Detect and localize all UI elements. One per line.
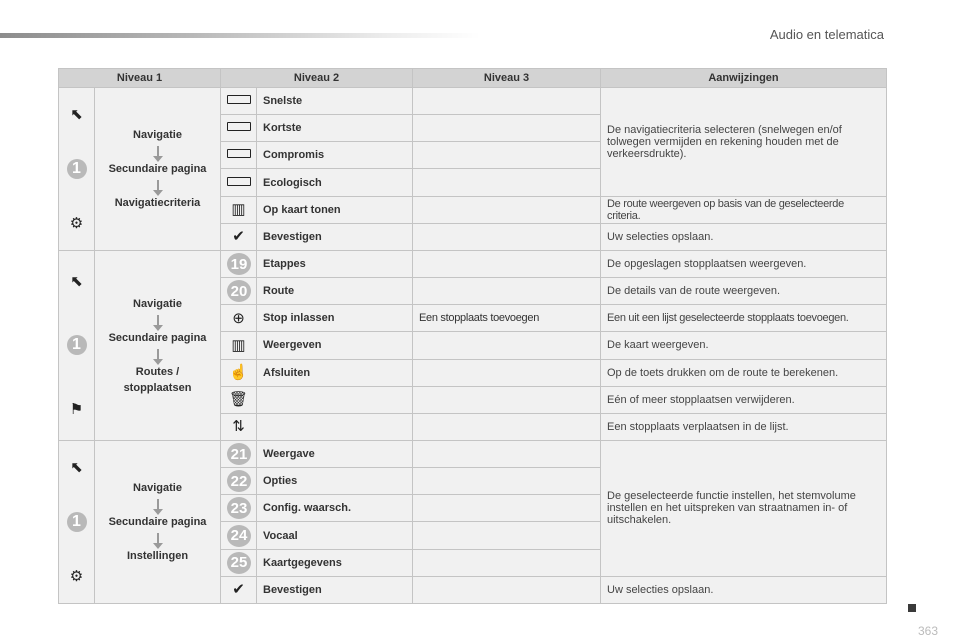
bar-icon — [227, 122, 251, 131]
level2-label: Weergave — [257, 441, 413, 468]
note-cell: De opgeslagen stopplaatsen weergeven. — [601, 251, 887, 278]
level2-icon-cell — [221, 576, 257, 603]
navigation-arrow-icon: ⬉ — [70, 458, 83, 476]
reference-badge: 19 — [227, 253, 251, 275]
table-row — [59, 441, 887, 468]
bar-icon — [227, 177, 251, 186]
down-arrow-icon — [157, 180, 159, 192]
nav-path-label: Routes / — [135, 365, 180, 378]
level2-label — [257, 386, 413, 413]
level2-icon-cell — [221, 305, 257, 332]
note-cell: Een stopplaats verplaatsen in de lijst. — [601, 413, 887, 440]
page-number: 363 — [917, 624, 938, 638]
level2-icon-cell — [221, 196, 257, 223]
level3-label — [413, 386, 601, 413]
level2-icon-cell — [221, 549, 257, 576]
nav-path-label: Navigatie — [133, 297, 182, 310]
route-settings-icon: ⚙ — [69, 215, 84, 233]
level3-label — [413, 576, 601, 603]
navigation-arrow-icon: ⬉ — [70, 105, 83, 123]
level2-icon-cell — [221, 522, 257, 549]
level2-icon-cell — [221, 251, 257, 278]
level2-label: Kaartgegevens — [257, 549, 413, 576]
nav-path-label: Instellingen — [126, 550, 189, 562]
route-stops-icon: ⚑ — [69, 400, 84, 418]
level2-icon-cell — [221, 88, 257, 115]
level1-path-cell — [95, 251, 221, 441]
note-cell: De route weergeven op basis van de geselecteerde criteria. — [601, 196, 887, 223]
reference-badge: 21 — [227, 443, 251, 465]
level3-label — [413, 468, 601, 495]
level2-label — [257, 413, 413, 440]
reference-badge: 23 — [227, 497, 251, 519]
level2-icon-cell — [221, 413, 257, 440]
level3-label — [413, 169, 601, 196]
level3-label — [413, 332, 601, 359]
level2-icon-cell — [221, 468, 257, 495]
nav-path-label: Navigatie — [133, 482, 182, 494]
table-row — [59, 251, 887, 278]
level2-icon-cell — [221, 278, 257, 305]
level2-icon-cell — [221, 441, 257, 468]
nav-path-label: Navigatie — [133, 129, 182, 141]
nav-path-label: Navigatiecriteria — [114, 197, 201, 209]
table-row — [59, 88, 887, 115]
level3-label — [413, 549, 601, 576]
down-arrow-icon — [157, 533, 159, 545]
level2-icon-cell — [221, 386, 257, 413]
level3-label — [413, 359, 601, 386]
checkmark-icon: ✔ — [232, 228, 245, 246]
level3-label — [413, 88, 601, 115]
reference-badge: 25 — [227, 552, 251, 574]
section-title: Audio en telematica — [769, 27, 884, 42]
level3-label — [413, 142, 601, 169]
down-arrow-icon — [157, 315, 159, 327]
level2-icon-cell — [221, 332, 257, 359]
navigation-arrow-icon: ⬉ — [70, 273, 83, 291]
table-header-row — [59, 69, 887, 88]
level1-icon-cell — [59, 88, 95, 251]
level2-label: Bevestigen — [257, 223, 413, 250]
step-badge: 1 — [67, 159, 87, 179]
level2-icon-cell — [221, 115, 257, 142]
level2-label: Config. waarsch. — [257, 495, 413, 522]
down-arrow-icon — [157, 499, 159, 511]
level1-path-cell — [95, 88, 221, 251]
header-accent-bar — [0, 33, 480, 38]
level2-icon-cell — [221, 142, 257, 169]
note-cell: Een uit een lijst geselecteerde stopplaats toevoegen. — [601, 305, 887, 332]
level1-icon-cell — [59, 251, 95, 441]
level2-label: Stop inlassen — [257, 305, 413, 332]
page-marker — [908, 604, 916, 612]
level2-icon-cell — [221, 495, 257, 522]
down-arrow-icon — [157, 146, 159, 158]
trash-icon: 🗑 — [228, 391, 249, 409]
level2-label: Bevestigen — [257, 576, 413, 603]
note-cell: De navigatiecriteria selecteren (snelwegen en/of tolwegen vermijden en rekening houden met de verkeersdrukte). — [601, 88, 887, 197]
reference-badge: 22 — [227, 470, 251, 492]
level2-label: Compromis — [257, 142, 413, 169]
note-cell: De geselecteerde functie instellen, het stemvolume instellen en het uitspreken van straatnamen in- of uitschakelen. — [601, 441, 887, 577]
note-cell: Eén of meer stopplaatsen verwijderen. — [601, 386, 887, 413]
level3-label — [413, 278, 601, 305]
level3-label — [413, 413, 601, 440]
level2-icon-cell — [221, 169, 257, 196]
gear-icon: ⚙ — [69, 568, 84, 586]
level3-label — [413, 495, 601, 522]
note-cell: Uw selecties opslaan. — [601, 223, 887, 250]
level2-label: Kortste — [257, 115, 413, 142]
level2-icon-cell — [221, 223, 257, 250]
reorder-icon: ⇅ — [232, 418, 245, 436]
level3-label — [413, 223, 601, 250]
nav-path-label: Secundaire pagina — [108, 516, 207, 528]
level2-label: Opties — [257, 468, 413, 495]
menu-table — [58, 68, 887, 604]
note-cell: Uw selecties opslaan. — [601, 576, 887, 603]
map-icon: ▥ — [231, 336, 246, 354]
level1-path-cell — [95, 441, 221, 604]
nav-path-label: stopplaatsen — [123, 381, 192, 394]
level2-label: Afsluiten — [257, 359, 413, 386]
level3-label — [413, 522, 601, 549]
level3-label — [413, 115, 601, 142]
step-badge: 1 — [67, 512, 87, 532]
checkmark-icon: ✔ — [232, 581, 245, 599]
level3-label — [413, 196, 601, 223]
level2-label: Etappes — [257, 251, 413, 278]
level2-label: Ecologisch — [257, 169, 413, 196]
map-icon: ▥ — [231, 201, 246, 219]
add-circle-icon: ⊕ — [232, 309, 245, 327]
col-header-niveau-3: Niveau 3 — [413, 69, 601, 88]
nav-path-label: Secundaire pagina — [108, 163, 207, 175]
level1-icon-cell — [59, 441, 95, 604]
level3-label: Een stopplaats toevoegen — [413, 305, 601, 332]
level2-label: Weergeven — [257, 332, 413, 359]
hand-pointer-icon: ☝ — [229, 364, 248, 382]
step-badge: 1 — [67, 335, 87, 355]
reference-badge: 24 — [227, 525, 251, 547]
note-cell: Op de toets drukken om de route te berekenen. — [601, 359, 887, 386]
bar-icon — [227, 95, 251, 104]
reference-badge: 20 — [227, 280, 251, 302]
note-cell: De details van de route weergeven. — [601, 278, 887, 305]
col-header-niveau-2: Niveau 2 — [221, 69, 413, 88]
level2-label: Snelste — [257, 88, 413, 115]
bar-icon — [227, 149, 251, 158]
level2-label: Vocaal — [257, 522, 413, 549]
col-header-aanwijzingen: Aanwijzingen — [601, 69, 887, 88]
level3-label — [413, 251, 601, 278]
level2-label: Op kaart tonen — [257, 196, 413, 223]
level3-label — [413, 441, 601, 468]
level2-label: Route — [257, 278, 413, 305]
note-cell: De kaart weergeven. — [601, 332, 887, 359]
level2-icon-cell — [221, 359, 257, 386]
nav-path-label: Secundaire pagina — [108, 331, 207, 344]
col-header-niveau-1: Niveau 1 — [59, 69, 221, 88]
down-arrow-icon — [157, 349, 159, 361]
